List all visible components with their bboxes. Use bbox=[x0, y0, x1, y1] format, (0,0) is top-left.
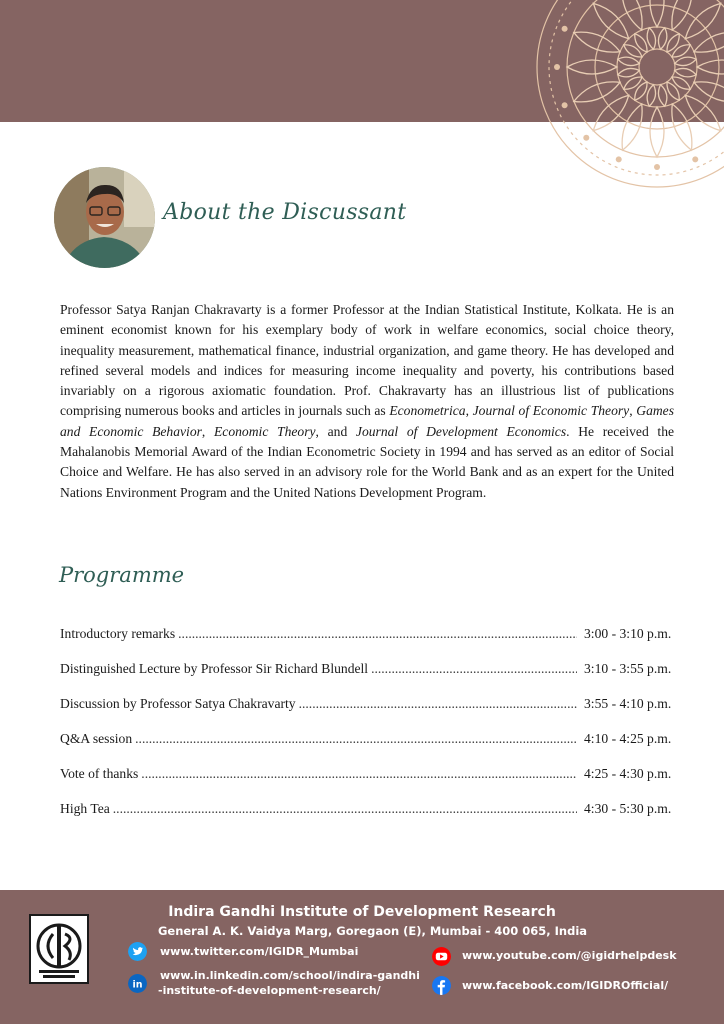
programme-list bbox=[60, 626, 672, 836]
svg-text:in: in bbox=[132, 979, 143, 991]
journal-name: Econometrica bbox=[389, 403, 466, 419]
programme-item-label: Distinguished Lecture by Professor Sir Richard Blundell bbox=[60, 661, 369, 676]
dot-leader bbox=[113, 801, 577, 817]
facebook-link[interactable]: www.facebook.com/IGIDROfficial/ bbox=[462, 979, 669, 992]
journal-name: Games and Economic Behavior bbox=[60, 403, 675, 439]
programme-item-label: Discussion by Professor Satya Chakravarty bbox=[60, 696, 296, 711]
programme-item-time: 4:30 - 5:30 p.m. bbox=[584, 801, 672, 816]
linkedin-link[interactable] bbox=[160, 968, 420, 998]
dot-leader bbox=[299, 696, 577, 712]
programme-item bbox=[60, 626, 672, 661]
twitter-link[interactable]: www.twitter.com/IGIDR_Mumbai bbox=[160, 945, 359, 958]
discussant-photo bbox=[54, 167, 155, 268]
journal-name: Journal of Development Economics bbox=[355, 423, 567, 439]
programme-title: Programme bbox=[59, 563, 185, 587]
programme-item-label: Vote of thanks bbox=[60, 766, 139, 781]
journal-name: Journal of Economic Theory bbox=[472, 403, 630, 419]
programme-item-label: High Tea bbox=[60, 801, 110, 816]
dot-leader bbox=[371, 661, 577, 677]
programme-item bbox=[60, 661, 672, 696]
programme-item-time: 3:55 - 4:10 p.m. bbox=[584, 696, 672, 711]
youtube-link[interactable]: www.youtube.com/@igidrhelpdesk bbox=[462, 949, 677, 962]
institute-name: Indira Gandhi Institute of Development Research bbox=[168, 904, 556, 920]
journal-name: Economic Theory bbox=[214, 423, 316, 439]
institute-address: General A. K. Vaidya Marg, Goregaon (E), Mumbai - 400 065, India bbox=[157, 924, 588, 938]
programme-item-time: 4:25 - 4:30 p.m. bbox=[584, 766, 672, 781]
dot-leader bbox=[135, 731, 577, 747]
about-discussant-title: About the Discussant bbox=[163, 200, 407, 225]
programme-item bbox=[60, 801, 672, 836]
footer bbox=[0, 890, 724, 1024]
bio-paragraph: Professor Satya Ranjan Chakravarty is a former Professor at the Indian Statistical Institute, Kolkata. He is an eminent economist known for his exemplary body of work in welfare economics, social choice theory, inequality measurement, mathematical finance, industrial organization, and game theory. He has developed and refined several models and indices for measuring income inequality and poverty, his contributions based invariably on a rigorous axiomatic foundation. Prof. Chakravarty has an illustrious list of publications comprising numerous books and articles in journals such as Econometrica, Journal of Economic Theory, Games and Economic Behavior, Economic Theory, and Journal of Development Economics. He received the Mahalanobis Memorial Award of the Indian Econometric Society in 1994 and has served as an editor of Social Choice and Welfare. He has also served in an advisory role for the World Bank and as an expert for the United Nations Environment Program and the United Nations Development Program. bbox=[60, 302, 675, 500]
programme-item-label: Q&A session bbox=[60, 731, 133, 746]
facebook-icon[interactable] bbox=[432, 976, 451, 995]
programme-item bbox=[60, 766, 672, 801]
linkedin-link-line1[interactable]: www.in.linkedin.com/school/indira-gandhi bbox=[160, 969, 420, 982]
programme-item bbox=[60, 731, 672, 766]
linkedin-link-line2[interactable]: -institute-of-development-research/ bbox=[158, 984, 381, 997]
programme-item-time: 4:10 - 4:25 p.m. bbox=[584, 731, 672, 746]
programme-item-time: 3:10 - 3:55 p.m. bbox=[584, 661, 672, 676]
dot-leader bbox=[178, 626, 577, 642]
twitter-icon[interactable] bbox=[128, 942, 147, 961]
linkedin-icon[interactable] bbox=[128, 974, 147, 993]
dot-leader bbox=[141, 766, 577, 782]
youtube-icon[interactable] bbox=[432, 947, 451, 966]
programme-item bbox=[60, 696, 672, 731]
programme-item-time: 3:00 - 3:10 p.m. bbox=[584, 626, 672, 641]
programme-item-label: Introductory remarks bbox=[60, 626, 176, 641]
mandala-decoration bbox=[532, 0, 724, 192]
